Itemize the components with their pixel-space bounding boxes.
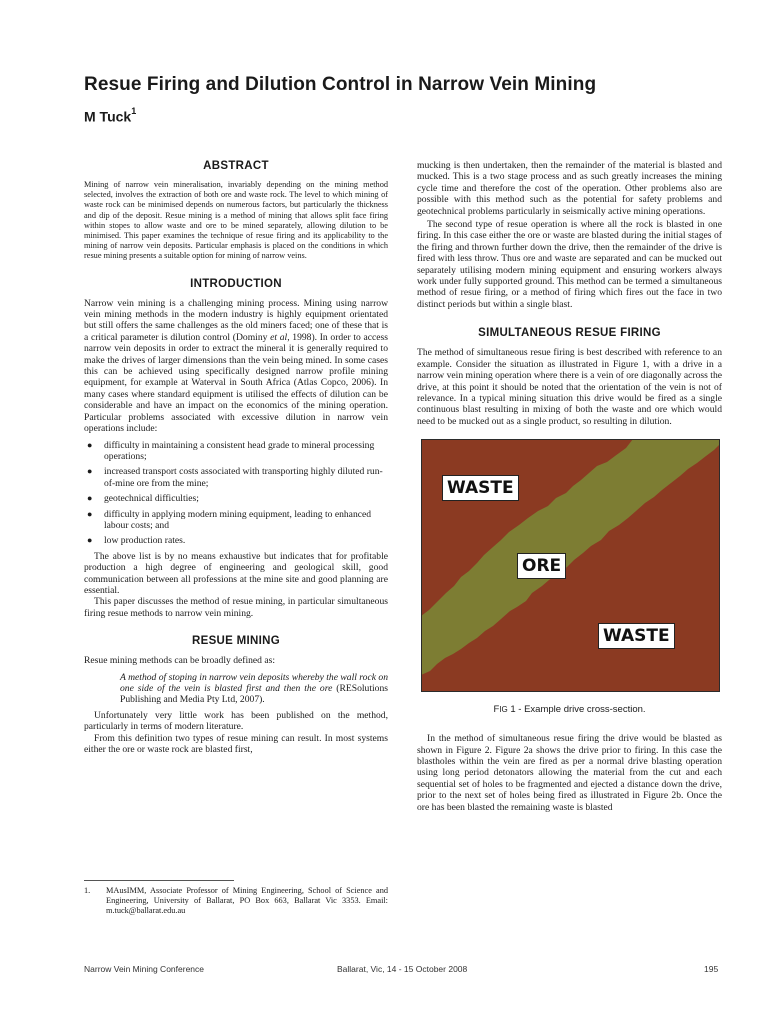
intro-text-etal: et al: [270, 331, 288, 343]
ore-label: ORE: [517, 553, 566, 579]
bullet-icon: ●: [87, 439, 93, 450]
intro-text-a: Narrow vein mining is a challenging mining process. Mining using narrow vein mining methods in the modern industry is highly equipment orientated but still offers the same challenges as the old miners faced; one of these that is a critical parameter is dilution control (Dominy: [84, 297, 388, 343]
right-column: [417, 160, 722, 813]
right-paragraph-2: The second type of resue operation is where all the rock is blasted in one firing. In this case either the ore or waste are blasted during the initial stages of the firing and thrown further down the drive, then the remainder of the drive is fired with less throw. Thus ore and waste are separated and can be mucked out separately utilising modern mining equipment and ensuring workers always work under fully supported ground. This method can be termed a simultaneous method of resue firing, or a method of firing which fires out the face in two distinct periods but within a single blast.: [417, 219, 722, 310]
footer-conference: Narrow Vein Mining Conference: [84, 964, 205, 974]
footnote: [84, 880, 388, 917]
caption-prefix-small: IG: [499, 705, 508, 715]
left-column: [84, 160, 388, 755]
list-item-text: geotechnical difficulties;: [104, 493, 199, 505]
bullet-icon: ●: [87, 508, 93, 519]
introduction-paragraph-3: This paper discusses the method of resue mining, in particular simultaneous firing resue methods to narrow vein mining.: [84, 596, 388, 619]
list-item: [84, 466, 388, 489]
quote-citation: (RESolutions Publishing and Media Pty Ltd, 2007).: [120, 683, 388, 706]
author: [84, 108, 136, 125]
waste-label-bottom: WASTE: [598, 623, 675, 649]
introduction-paragraph-1: [84, 298, 388, 435]
abstract-section: [84, 160, 388, 262]
bullet-icon: ●: [87, 493, 93, 504]
simultaneous-heading: SIMULTANEOUS RESUE FIRING: [478, 327, 661, 340]
list-item-text: difficulty in applying modern mining equipment, leading to enhanced labour costs; and: [104, 508, 372, 531]
introduction-section: [84, 278, 388, 620]
figure-1-caption: [417, 704, 722, 715]
intro-text-b: , 1998). In order to access narrow vein deposits in order to extract the mineral it is generally required to make the drives of larger dimensions than the vein being mined. In some cases this can be achieved using specifically designed narrow profile mining equipment, for example at Waterval in South Africa (Atlas Copco, 2006). In many cases where standard equipment is utilised the effects of dilution can be considerable and have an impact on the economics of the mining operation. Particular problems associated with excessive dilution in narrow vein operations include:: [84, 331, 388, 435]
list-item-text: difficulty in maintaining a consistent head grade to mineral processing operations;: [104, 439, 375, 462]
footnote-text: [84, 886, 388, 917]
list-item: [84, 509, 388, 532]
resue-mining-paragraph-2: Unfortunately very little work has been published on the method, particularly in terms of modern literature.: [84, 709, 388, 733]
page-number: 195: [704, 964, 719, 974]
author-footnote-marker: 1: [131, 106, 137, 116]
list-item: [84, 493, 388, 504]
resue-mining-paragraph-3: From this definition two types of resue mining can result. In most systems either the ore or waste rock are blasted first,: [84, 732, 388, 756]
footnote-body: MAusIMM, Associate Professor of Mining Engineering, School of Science and Engineering, University of Ballarat, PO Box 663, Ballarat Vic 3353. Email: m.tuck@ballarat.edu.au: [106, 886, 388, 916]
footnote-rule: [84, 880, 234, 881]
introduction-paragraph-2: The above list is by no means exhaustive but indicates that for profitable production a high degree of engineering and geological skill, good communication between all professions at the mine site and good planning are essential.: [84, 550, 388, 596]
footnote-number: 1.: [84, 886, 91, 895]
quote-text: A method of stoping in narrow vein deposits whereby the wall rock on one side of the vein is blasted first and then the ore: [120, 671, 388, 694]
bullet-icon: ●: [87, 535, 93, 546]
figure-1: [421, 439, 720, 692]
dilution-problems-list: [84, 440, 388, 547]
caption-prefix-big: F: [493, 704, 500, 716]
resue-mining-section: [84, 635, 388, 755]
paper-title: Resue Firing and Dilution Control in Narrow Vein Mining: [84, 74, 597, 95]
list-item-text: low production rates.: [104, 535, 186, 547]
list-item: [84, 535, 388, 546]
simultaneous-paragraph-2: In the method of simultaneous resue firing the drive would be blasted as shown in Figure 2. Figure 2a shows the drive prior to firing. In this case the blastholes within the vein are fired as per a normal drive blasting operation using long period detonators allowing the material from the cut and each sequential set of holes to be fragmented and ejected a distance down the drive, prior to the next set of holes being fired as illustrated in Figure 2b. Once the ore has been blasted the remaining waste is blasted: [417, 733, 722, 813]
list-item-text: increased transport costs associated with transporting highly diluted run-of-mine ore from the mine;: [104, 466, 383, 489]
author-name: M Tuck: [84, 108, 132, 125]
waste-label-top: WASTE: [442, 475, 519, 501]
introduction-heading: INTRODUCTION: [190, 277, 282, 290]
caption-text: 1 - Example drive cross-section.: [507, 704, 646, 716]
abstract-heading: ABSTRACT: [203, 160, 269, 172]
resue-mining-paragraph-1: Resue mining methods can be broadly defined as:: [84, 655, 276, 667]
footer-location-date: Ballarat, Vic, 14 - 15 October 2008: [337, 964, 468, 974]
right-paragraph-1: mucking is then undertaken, then the remainder of the material is blasted and mucked. This is a two stage process and as such greatly increases the mining cycle time and therefore the cost of the operation. Other problems also are possible with this method such as the potential for safety problems and geotechnical problems particularly in seismically active mining operations.: [417, 160, 722, 217]
abstract-text: Mining of narrow vein mineralisation, invariably depending on the mining method selected, involves the extraction of both ore and waste rock. The level to which mining of waste rock can be minimised depends on numerous factors, but particularly the thickness and dip of the deposit. Resue mining is a method of mining that allows split face firing within stopes to allow waste and ore to be mined separately, allowing dilution to be minimised. This paper examines the technique of resue firing and its applicability to the mining of narrow vein deposits. Particular emphasis is placed on the conditions in which resue mining presents a suitable option for mining of narrow veins.: [84, 180, 388, 261]
list-item: [84, 440, 388, 463]
simultaneous-section: [417, 327, 722, 813]
resue-mining-heading: RESUE MINING: [192, 635, 280, 648]
bullet-icon: ●: [87, 466, 93, 477]
simultaneous-paragraph-1: The method of simultaneous resue firing is best described with reference to an example. Consider the situation as illustrated in Figure 1, with a drive in a narrow vein mining operation where there is a vein of ore diagonally across the drive, at this point it should be noted that the orientation of the vein is not of relevance. In a typical mining situation this drive would be fired as a single continuous blast resulting in mixing of both the waste and ore which would need to be mucked out as a single product, so resulting in dilution.: [417, 347, 722, 427]
definition-quote: [120, 672, 388, 706]
